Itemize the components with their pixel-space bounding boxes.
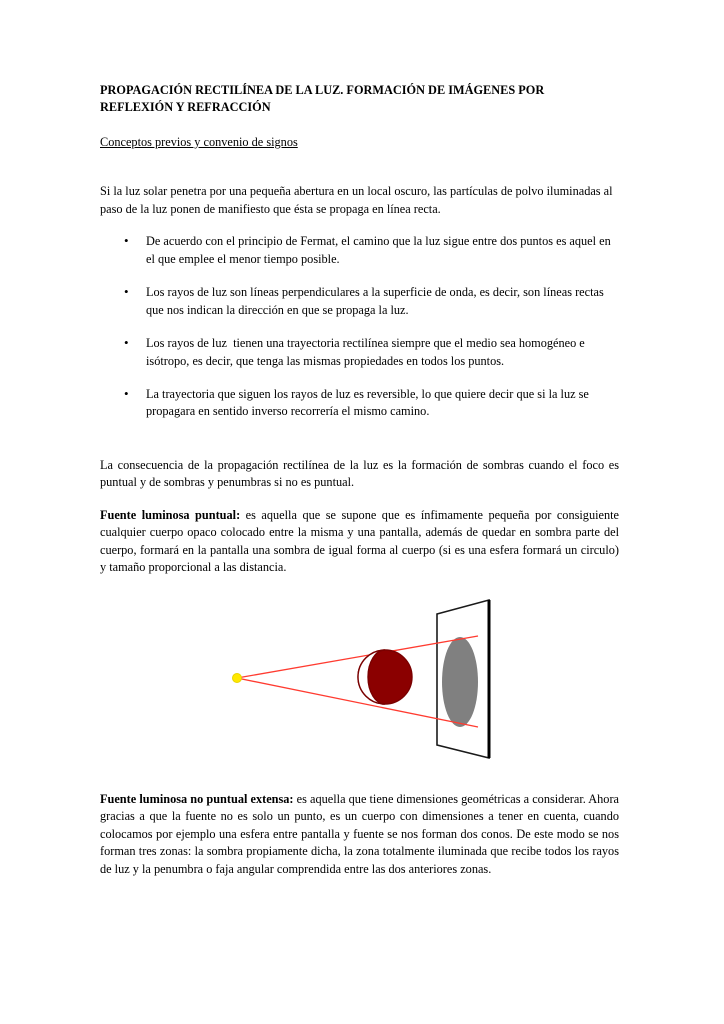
extended-source-body: es aquella que tiene dimensiones geométricas a considerar. Ahora gracias a que la fuente no es solo un punto, es un cuerpo con dimensiones a tener en cuenta, cuando colocamos por ejemplo una esfera entre pantalla y fuente se nos forman dos conos. De este modo se nos forman tres zonas: la sombra propiamente dicha, la zona totalmente iluminada que recibe todos los rayos de luz y la penumbra o faja angular comprendida entre las dos anteriores zonas. [100, 792, 619, 876]
light-source-point [233, 674, 242, 683]
extended-source-paragraph [100, 791, 619, 878]
projected-shadow-ellipse [442, 637, 478, 727]
list-item-text: La trayectoria que siguen los rayos de luz es reversible, lo que quiere decir que si la luz se propagara en sentido inverso recorrería el mismo camino. [146, 386, 592, 419]
section-heading-wrap [100, 133, 615, 167]
point-source-lead: Fuente luminosa puntual: [100, 508, 241, 522]
extended-source-lead: Fuente luminosa no puntual extensa: [100, 792, 294, 806]
point-source-shadow-figure [210, 585, 520, 775]
list-item [100, 233, 615, 268]
consequence-paragraph-block [100, 457, 619, 507]
consequence-paragraph: La consecuencia de la propagación rectilínea de la luz es la formación de sombras cuando el foco es puntual y de sombras y penumbras si no es puntual. [100, 458, 619, 490]
list-item-text: Los rayos de luz tienen una trayectoria rectilínea siempre que el medio sea homogéneo e isótropo, es decir, que tenga las mismas propiedades en todos los puntos. [146, 336, 588, 368]
list-item-text: Los rayos de luz son líneas perpendiculares a la superficie de onda, es decir, son líneas rectas que nos indican la dirección en que se propaga la luz. [146, 285, 607, 317]
extended-source-paragraph-block [100, 791, 619, 893]
document-body [100, 82, 615, 437]
page-title: PROPAGACIÓN RECTILÍNEA DE LA LUZ. FORMACIÓN DE IMÁGENES POR REFLEXIÓN Y REFRACCIÓN [100, 83, 545, 115]
list-item [100, 335, 615, 370]
point-source-paragraph-block [100, 507, 619, 592]
section-heading: Conceptos previos y convenio de signos [100, 134, 298, 149]
point-source-body: es aquella que se supone que es ínfimamente pequeña por consiguiente cualquier cuerpo opaco colocado entre la misma y una pantalla, además de quedar en sombra parte del cuerpo, formará en la pantalla una sombra de igual forma al cuerpo (si es una esfera formará un circulo) y tamaño proporcional a las distancia. [100, 508, 619, 575]
point-source-paragraph [100, 507, 619, 577]
list-item [100, 386, 615, 421]
list-item [100, 284, 615, 319]
principles-list [100, 233, 615, 421]
intro-paragraph: Si la luz solar penetra por una pequeña abertura en un local oscuro, las partículas de polvo iluminadas al paso de la luz ponen de manifiesto que ésta se propaga en línea recta. [100, 184, 613, 216]
list-item-text: De acuerdo con el principio de Fermat, el camino que la luz sigue entre dos puntos es aquel en el que emplee el menor tiempo posible. [146, 234, 614, 266]
